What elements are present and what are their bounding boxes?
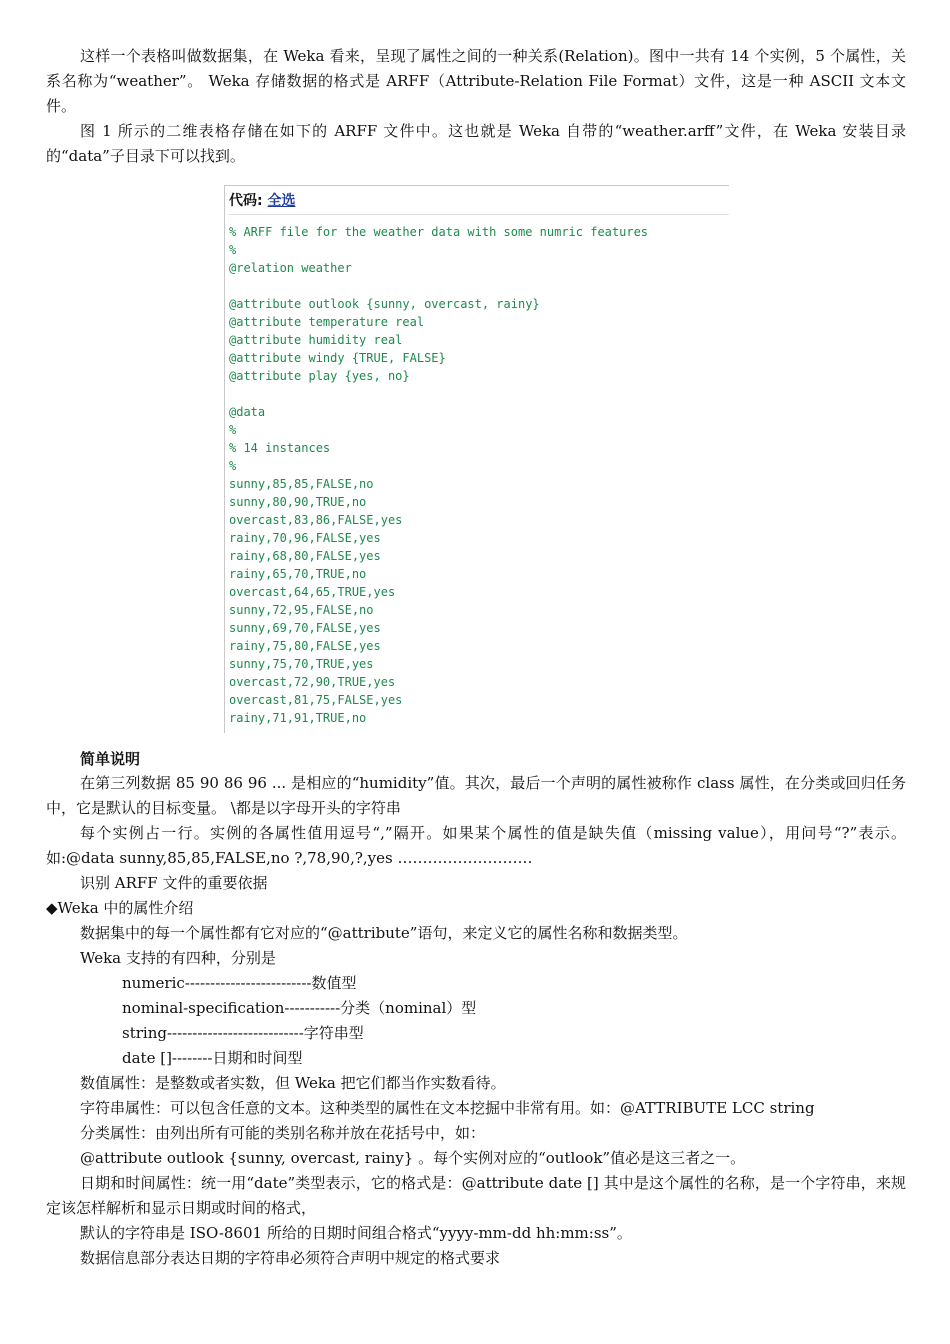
code-line: @attribute windy {TRUE, FALSE} <box>229 351 446 365</box>
desc-date-format: 数据信息部分表达日期的字符串必须符合声明中规定的格式要求 <box>80 1249 501 1267</box>
code-label: 代码: <box>229 193 263 209</box>
code-line: sunny,72,95,FALSE,no <box>229 603 374 617</box>
code-line: @attribute humidity real <box>229 333 403 347</box>
section-heading: 简单说明 <box>80 750 141 768</box>
code-line: rainy,68,80,FALSE,yes <box>229 549 381 563</box>
code-line: overcast,83,86,FALSE,yes <box>229 513 403 527</box>
desc-numeric: 数值属性：是整数或者实数，但 Weka 把它们都当作实数看待。 <box>80 1074 506 1092</box>
select-all-link[interactable]: 全选 <box>267 193 296 209</box>
intro-paragraph-1: 这样一个表格叫做数据集，在 Weka 看来，呈现了属性之间的一种关系(Relation)。图中一共有 14 个实例，5 个属性，关系名称为“weather”。 Weka 存储数据的格式是 ARFF（Attribute-Relation File Format）文件，这是一种 ASCII 文本文件。 <box>46 47 906 115</box>
code-line: @attribute play {yes, no} <box>229 369 410 383</box>
code-line: rainy,65,70,TRUE,no <box>229 567 367 581</box>
code-header <box>229 190 729 215</box>
document-page <box>46 44 906 1271</box>
code-line: % <box>229 423 237 437</box>
attribute-paragraph-2: Weka 支持的有四种，分别是 <box>80 949 276 967</box>
code-line: rainy,75,80,FALSE,yes <box>229 639 381 653</box>
type-nominal: nominal-specification-----------分类（nominal）型 <box>122 999 477 1017</box>
code-line: overcast,81,75,FALSE,yes <box>229 693 403 707</box>
code-line: @relation weather <box>229 261 352 275</box>
desc-nominal-example: @attribute outlook {sunny, overcast, rainy} 。每个实例对应的“outlook”值必是这三者之一。 <box>80 1149 746 1167</box>
type-numeric: numeric-------------------------数值型 <box>122 974 357 992</box>
explain-paragraph-1: 在第三列数据 85 90 86 96 ... 是相应的“humidity”值。其次，最后一个声明的属性被称作 class 属性，在分类或回归任务中，它是默认的目标变量。 \都是以字母开头的字符串 <box>46 774 906 817</box>
code-line: % 14 instances <box>229 441 331 455</box>
code-line: @data <box>229 405 266 419</box>
explain-paragraph-2: 每个实例占一行。实例的各属性值用逗号“,”隔开。如果某个属性的值是缺失值（missing value），用问号“?”表示。如:@data sunny,85,85,FALSE,no ?,78,90,?,yes ……………………… <box>46 824 906 867</box>
code-line: @attribute outlook {sunny, overcast, rainy} <box>229 297 540 311</box>
desc-string: 字符串属性：可以包含任意的文本。这种类型的属性在文本挖掘中非常有用。如：@ATTRIBUTE LCC string <box>80 1099 815 1117</box>
code-line: sunny,85,85,FALSE,no <box>229 477 374 491</box>
code-line: overcast,64,65,TRUE,yes <box>229 585 396 599</box>
code-line <box>229 277 729 295</box>
code-line: @attribute temperature real <box>229 315 425 329</box>
attribute-section-bullet: ◆Weka 中的属性介绍 <box>46 899 194 917</box>
code-line: sunny,75,70,TRUE,yes <box>229 657 374 671</box>
code-line: sunny,69,70,FALSE,yes <box>229 621 381 635</box>
code-line <box>229 385 729 403</box>
code-line: rainy,71,91,TRUE,no <box>229 711 367 725</box>
code-line: % ARFF file for the weather data with some numric features <box>229 225 649 239</box>
desc-nominal: 分类属性：由列出所有可能的类别名称并放在花括号中，如： <box>80 1124 486 1142</box>
attribute-paragraph-1: 数据集中的每一个属性都有它对应的“@attribute”语句，来定义它的属性名称和数据类型。 <box>80 924 688 942</box>
code-line: % <box>229 459 237 473</box>
desc-date-default: 默认的字符串是 ISO-8601 所给的日期时间组合格式“yyyy-mm-dd hh:mm:ss”。 <box>80 1224 632 1242</box>
explain-paragraph-3: 识别 ARFF 文件的重要依据 <box>80 874 268 892</box>
code-block <box>224 185 729 733</box>
type-date: date []--------日期和时间型 <box>122 1049 303 1067</box>
type-string: string---------------------------字符串型 <box>122 1024 364 1042</box>
intro-paragraph-2: 图 1 所示的二维表格存储在如下的 ARFF 文件中。这也就是 Weka 自带的“weather.arff”文件，在 Weka 安装目录的“data”子目录下可以找到。 <box>46 122 906 165</box>
code-lines <box>229 223 729 727</box>
code-line: overcast,72,90,TRUE,yes <box>229 675 396 689</box>
desc-date: 日期和时间属性：统一用“date”类型表示，它的格式是：@attribute date [] 其中是这个属性的名称，是一个字符串，来规定该怎样解析和显示日期或时间的格式， <box>46 1174 906 1217</box>
code-line: sunny,80,90,TRUE,no <box>229 495 367 509</box>
code-line: rainy,70,96,FALSE,yes <box>229 531 381 545</box>
code-line: % <box>229 243 237 257</box>
